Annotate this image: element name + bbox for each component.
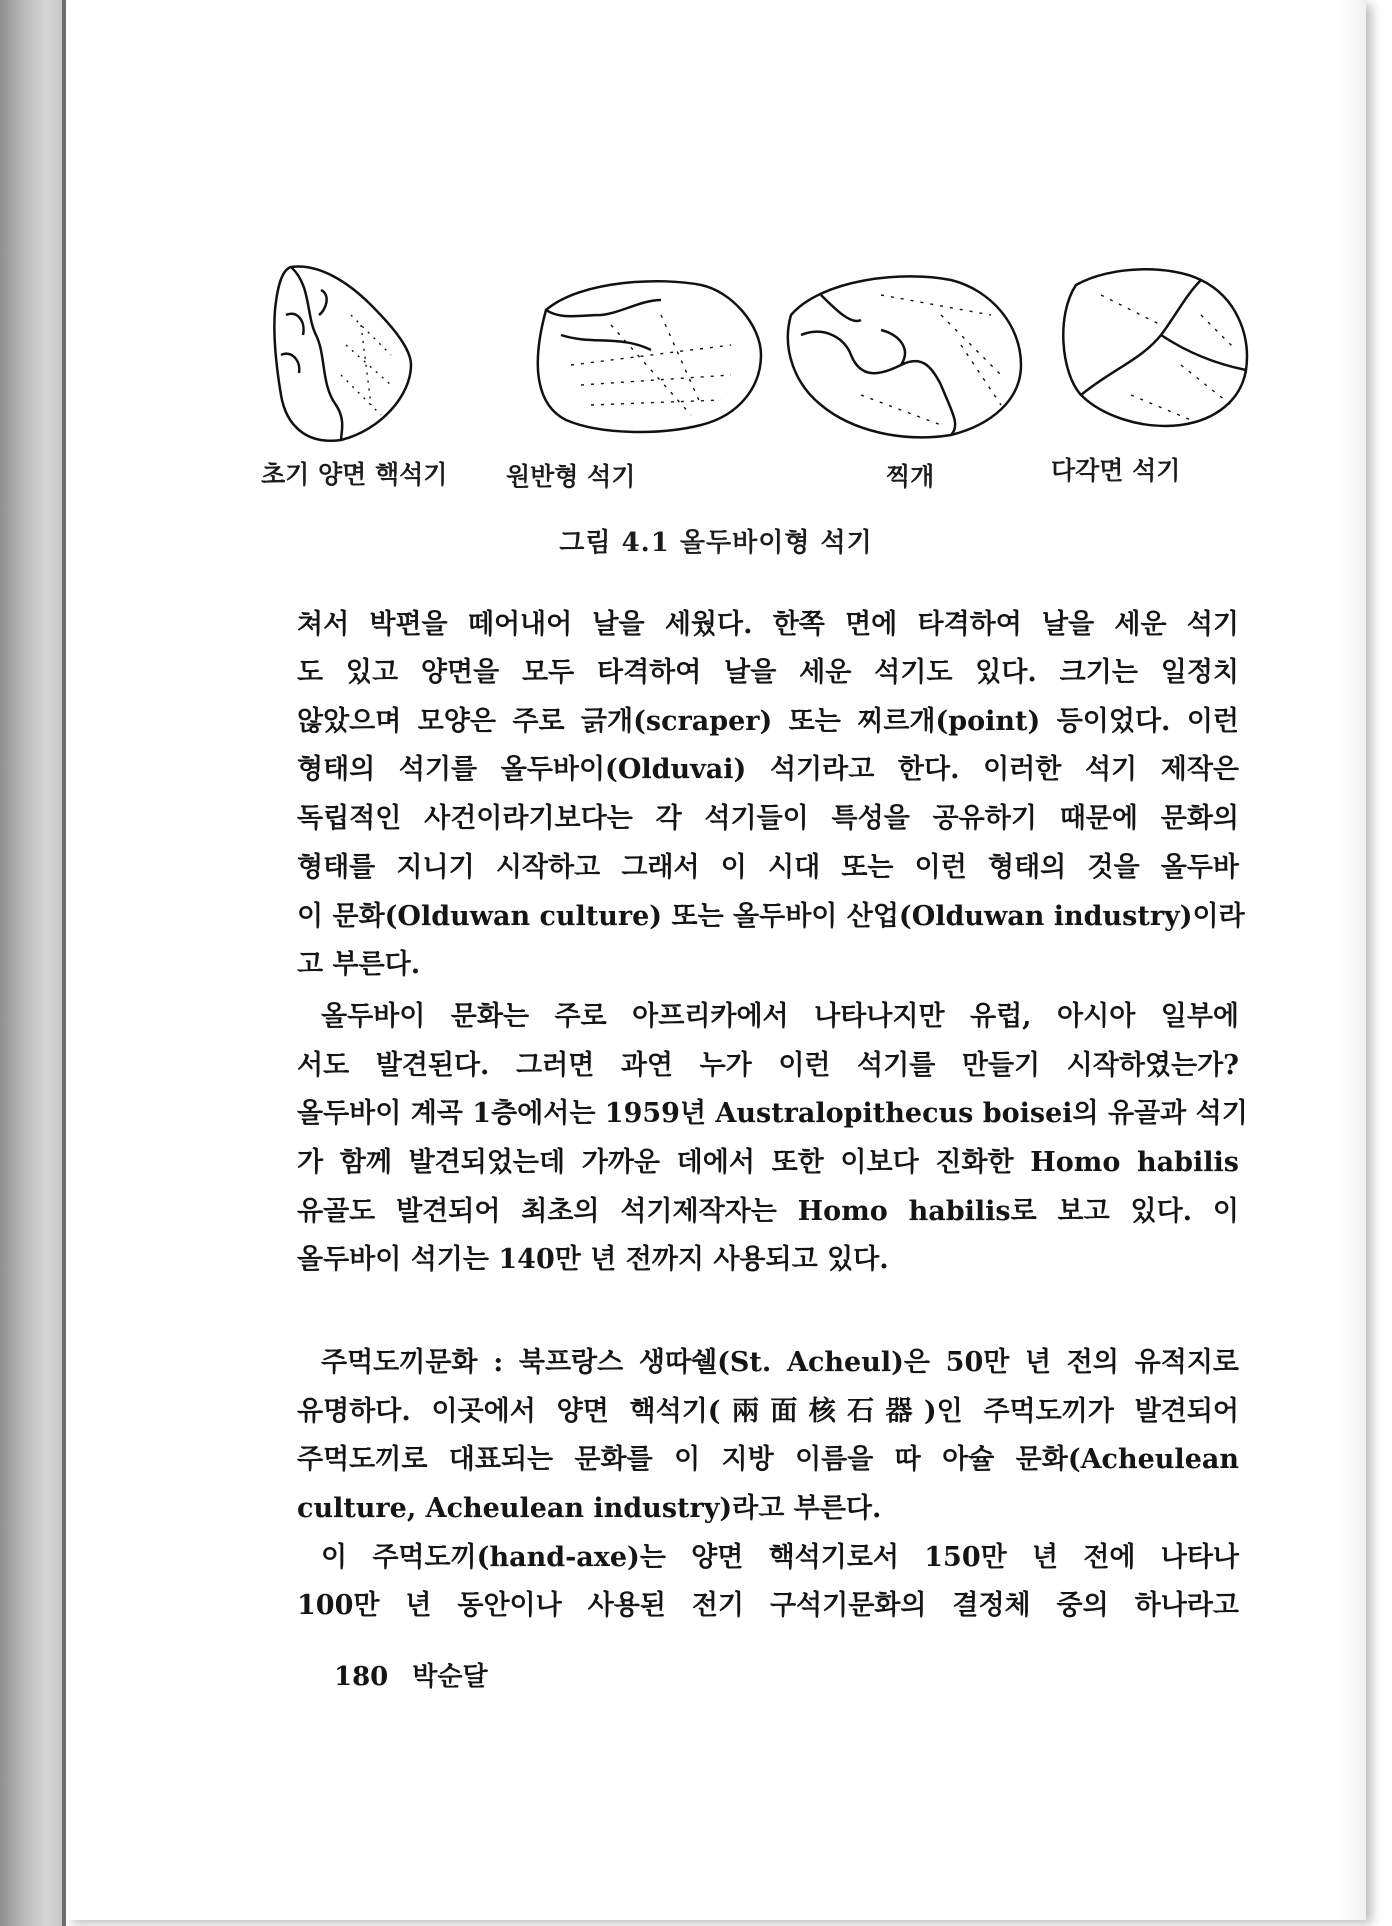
text-line: 않았으며 모양은 주로 긁개(scraper) 또는 찌르개(point) 등이었다. 이런 bbox=[297, 706, 1239, 737]
page-author: 박순달 bbox=[412, 1662, 488, 1692]
polyhedron-drawing bbox=[1063, 269, 1247, 426]
text-line: 이 주먹도끼(hand-axe)는 양면 핵석기로서 150만 년 전에 나타나 bbox=[321, 1542, 1239, 1573]
figure-caption: 그림 4.1 올두바이형 석기 bbox=[559, 528, 873, 558]
page-shade bbox=[1340, 0, 1366, 1920]
text-line: 독립적인 사건이라기보다는 각 석기들이 특성을 공유하기 때문에 문화의 bbox=[297, 803, 1239, 834]
text-line: 형태를 지니기 시작하고 그래서 이 시대 또는 이런 형태의 것을 올두바 bbox=[297, 852, 1239, 883]
book-spine bbox=[0, 0, 66, 1926]
tool-label-discoid: 원반형 석기 bbox=[506, 462, 636, 491]
text-line: 올두바이 석기는 140만 년 전까지 사용되고 있다. bbox=[297, 1244, 889, 1275]
tool-drawings bbox=[261, 255, 1261, 455]
text-line: 고 부른다. bbox=[297, 949, 421, 980]
text-line: 주먹도끼문화 : 북프랑스 생따쉘(St. Acheul)은 50만 년 전의 유적지로 bbox=[321, 1347, 1239, 1378]
text-line: 이 문화(Olduwan culture) 또는 올두바이 산업(Olduwan industry)이라 bbox=[297, 901, 1245, 932]
text-line: 가 함께 발견되었는데 가까운 데에서 또한 이보다 진화한 Homo habilis bbox=[297, 1147, 1239, 1178]
chopper-drawing bbox=[788, 276, 1021, 437]
tool-label-chopper: 찍개 bbox=[886, 462, 935, 491]
early-biface-drawing bbox=[274, 267, 411, 441]
text-line: 유골도 발견되어 최초의 석기제작자는 Homo habilis로 보고 있다. 이 bbox=[297, 1196, 1239, 1227]
text-line: 유명하다. 이곳에서 양면 핵석기(兩面核石器)인 주먹도끼가 발견되어 bbox=[297, 1396, 1239, 1427]
text-line: 올두바이 문화는 주로 아프리카에서 나타나지만 유럽, 아시아 일부에 bbox=[321, 1001, 1239, 1032]
text-line: 100만 년 동안이나 사용된 전기 구석기문화의 결정체 중의 하나라고 bbox=[297, 1590, 1239, 1621]
page-number: 180 bbox=[334, 1662, 389, 1692]
text-line: culture, Acheulean industry)라고 부른다. bbox=[297, 1493, 882, 1524]
page-footer bbox=[334, 1656, 512, 1693]
text-line: 쳐서 박편을 떼어내어 날을 세웠다. 한쪽 면에 타격하여 날을 세운 석기 bbox=[297, 609, 1239, 640]
discoid-drawing bbox=[538, 281, 761, 432]
text-line: 서도 발견된다. 그러면 과연 누가 이런 석기를 만들기 시작하였는가? bbox=[297, 1050, 1239, 1081]
tool-label-early-biface: 초기 양면 핵석기 bbox=[261, 460, 448, 489]
book-page bbox=[66, 0, 1366, 1920]
figure-olduwan-tools bbox=[261, 255, 1261, 500]
text-line: 올두바이 계곡 1층에서는 1959년 Australopithecus boisei의 유골과 석기 bbox=[297, 1098, 1248, 1129]
text-line: 형태의 석기를 올두바이(Olduvai) 석기라고 한다. 이러한 석기 제작은 bbox=[297, 754, 1239, 785]
text-line: 도 있고 양면을 모두 타격하여 날을 세운 석기도 있다. 크기는 일정치 bbox=[297, 657, 1239, 688]
text-line: 주먹도끼로 대표되는 문화를 이 지방 이름을 따 아슐 문화(Acheulean bbox=[297, 1444, 1239, 1475]
tool-label-polyhedron: 다각면 석기 bbox=[1051, 456, 1181, 485]
